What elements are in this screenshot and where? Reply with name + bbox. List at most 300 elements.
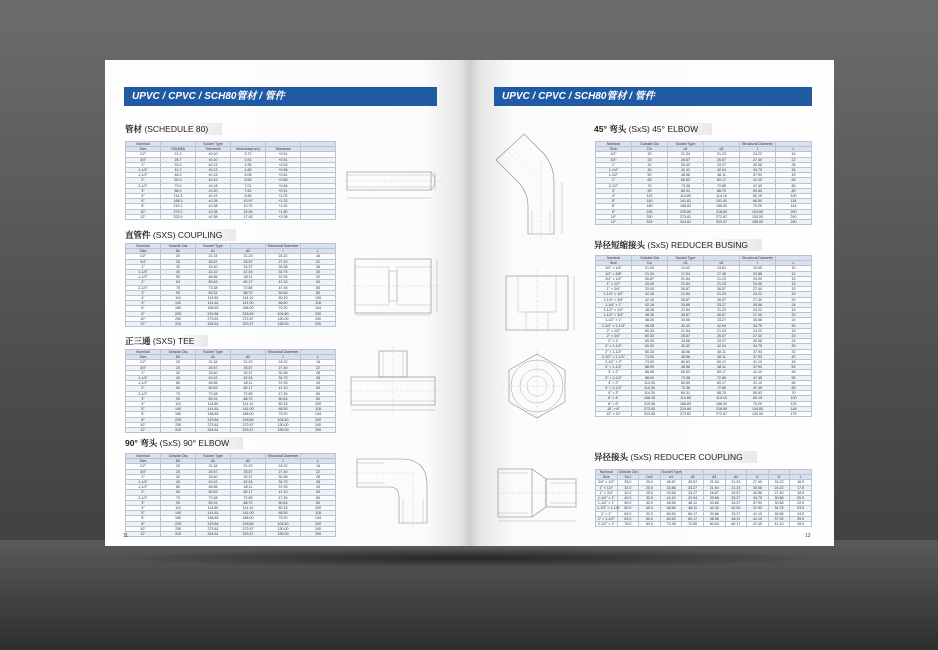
- table-cell: 1" × 1/2": [596, 282, 632, 287]
- page-banner: UPVC / CPVC / SCH80管材 / 管件: [124, 87, 437, 106]
- table-cell: 33.66: [660, 485, 682, 490]
- table-cell: 50.0: [639, 516, 661, 521]
- table-cell: 55: [776, 375, 812, 380]
- table-cell: 50.63: [266, 396, 301, 401]
- table-cell: 33.27: [725, 501, 747, 506]
- table-cell: +0.58: [266, 168, 301, 173]
- table-cell: 16: [301, 464, 336, 469]
- spec-table-pipe: [125, 141, 336, 220]
- table-cell: 100: [301, 506, 336, 511]
- table-cell: 3": [126, 500, 161, 505]
- table-header-cell: Nominal: [126, 244, 161, 249]
- table-cell: 50.63: [740, 188, 776, 193]
- table-cell: 114.10: [231, 402, 266, 407]
- table-cell: 72.85: [231, 285, 266, 290]
- table-cell: 219.84: [196, 521, 231, 526]
- table-cell: 42.04: [231, 480, 266, 485]
- table-cell: 34.75: [740, 168, 776, 173]
- table-cell: 12": [126, 214, 161, 219]
- section-title-cn: 90° 弯头: [125, 438, 158, 448]
- table-cell: 15: [776, 282, 812, 287]
- table-cell: 34.75: [266, 480, 301, 485]
- table-cell: ±0.13: [196, 162, 231, 167]
- table-cell: 273.81: [196, 526, 231, 531]
- table-cell: 19.05: [740, 266, 776, 271]
- table-header-cell: d2: [682, 475, 704, 480]
- table-cell: 50.0: [617, 506, 639, 511]
- table-cell: 6": [126, 412, 161, 417]
- coupling-drawing: [343, 255, 443, 317]
- table-cell: 6": [126, 306, 161, 311]
- table-cell: 47.45: [740, 375, 776, 380]
- table-cell: 26.87: [668, 297, 704, 302]
- table-cell: 75.0: [617, 522, 639, 527]
- table-cell: 175: [776, 412, 812, 417]
- table-cell: 75: [161, 391, 196, 396]
- table-cell: 79.20: [740, 401, 776, 406]
- table-cell: 65: [301, 495, 336, 500]
- table-cell: 2-1/2" × 2": [596, 360, 632, 365]
- table-cell: 90: [161, 500, 196, 505]
- table-cell: 168.3: [161, 199, 196, 204]
- table-cell: 219.84: [668, 406, 704, 411]
- table-cell: 33.27: [704, 302, 740, 307]
- table-header-cell: Socket Type: [668, 256, 704, 261]
- table-cell: 40.0: [639, 506, 661, 511]
- table-cell: 250: [161, 422, 196, 427]
- table-cell: 89.31: [196, 500, 231, 505]
- table-cell: 37.93: [747, 506, 769, 511]
- table-cell: 41.10: [740, 360, 776, 365]
- table-cell: 21.3: [161, 152, 196, 157]
- table-cell: 219.84: [668, 209, 704, 214]
- table-cell: 60.17: [725, 522, 747, 527]
- table-cell: 24: [776, 339, 812, 344]
- section-title-cn: 管材: [125, 124, 143, 134]
- table-cell: 60.63: [668, 178, 704, 183]
- table-cell: 48.11: [682, 506, 704, 511]
- table-cell: 24.22: [768, 480, 790, 485]
- table-cell: 30.58: [768, 511, 790, 516]
- table-cell: 141.81: [196, 511, 231, 516]
- table-cell: 41.10: [266, 280, 301, 285]
- table-cell: 27.40: [266, 259, 301, 264]
- table-cell: 33.40: [196, 474, 231, 479]
- table-cell: 1/2": [596, 152, 632, 157]
- table-cell: 6": [596, 204, 632, 209]
- table-cell: 60.63: [660, 511, 682, 516]
- table-cell: +1.80: [266, 209, 301, 214]
- section-title-tee: [125, 335, 208, 347]
- table-header-cell: Outside Dia: [161, 350, 196, 355]
- table-cell: 28: [301, 474, 336, 479]
- table-cell: 200: [301, 311, 336, 316]
- table-cell: 33.27: [231, 474, 266, 479]
- spec-table-coupling: [125, 243, 336, 327]
- table-cell: 50.63: [266, 290, 301, 295]
- table-cell: 2" × 1-1/4": [596, 344, 632, 349]
- table-cell: 34.75: [266, 270, 301, 275]
- table-cell: +0.84: [266, 183, 301, 188]
- table-cell: 27.40: [266, 469, 301, 474]
- table-cell: 110: [161, 296, 196, 301]
- table-cell: 22.86: [740, 271, 776, 276]
- table-cell: 30.58: [768, 501, 790, 506]
- table-cell: 17.45: [704, 271, 740, 276]
- table-cell: 73.03: [632, 360, 668, 365]
- table-cell: 1-1/2" × 1/2": [596, 308, 632, 313]
- section-title-en: (SxS) REDUCER COUPLING: [630, 452, 743, 462]
- table-cell: 160: [161, 516, 196, 521]
- table-header-cell: l: [740, 147, 776, 152]
- table-cell: 273.81: [668, 412, 704, 417]
- table-cell: 114.80: [196, 506, 231, 511]
- table-cell: 60.17: [704, 370, 740, 375]
- table-cell: 32.0: [639, 511, 661, 516]
- table-cell: ±0.20: [196, 188, 231, 193]
- table-cell: 17.04: [668, 271, 704, 276]
- table-cell: 32: [161, 474, 196, 479]
- table-cell: 42.04: [231, 376, 266, 381]
- table-cell: 200: [776, 209, 812, 214]
- table-cell: 34.75: [768, 506, 790, 511]
- table-cell: 114.80: [196, 296, 231, 301]
- table-cell: 155.00: [266, 532, 301, 537]
- table-cell: 89.31: [668, 391, 704, 396]
- table-cell: 218.69: [704, 209, 740, 214]
- table-cell: 20.5: [790, 496, 812, 501]
- table-cell: 324.61: [668, 220, 704, 225]
- table-cell: 50.63: [740, 391, 776, 396]
- table-cell: 27.40: [740, 287, 776, 292]
- table-header-cell: d1: [668, 147, 704, 152]
- table-cell: 60.33: [632, 328, 668, 333]
- table-cell: 48.56: [668, 173, 704, 178]
- table-cell: 43: [301, 485, 336, 490]
- table-header-cell: Socket Type: [668, 142, 704, 147]
- table-cell: 28: [301, 264, 336, 269]
- table-cell: 225: [161, 311, 196, 316]
- table-cell: 140: [161, 301, 196, 306]
- table-cell: 26.87: [703, 490, 725, 495]
- table-cell: [301, 214, 336, 219]
- table-cell: 21.34: [632, 266, 668, 271]
- table-cell: 48.26: [632, 308, 668, 313]
- table-cell: 42.42: [196, 376, 231, 381]
- table-cell: 33.66: [668, 302, 704, 307]
- table-cell: 8": [126, 521, 161, 526]
- section-title-cn: 45° 弯头: [594, 124, 627, 134]
- table-cell: 2" × 1-1/2": [596, 516, 618, 521]
- table-cell: ±0.38: [196, 204, 231, 209]
- table-cell: 48.11: [704, 365, 740, 370]
- table-cell: 48.11: [704, 354, 740, 359]
- table-cell: 26.57: [725, 490, 747, 495]
- table-cell: 3": [126, 396, 161, 401]
- table-cell: 219.1: [161, 204, 196, 209]
- table-cell: 33.40: [196, 264, 231, 269]
- table-cell: 110: [161, 506, 196, 511]
- table-cell: 28: [301, 370, 336, 375]
- table-cell: 42.2: [161, 168, 196, 173]
- section-title-90-elbow: [125, 437, 243, 449]
- table-cell: 22: [776, 157, 812, 162]
- table-cell: 2" × 1/2": [596, 328, 632, 333]
- page-banner: UPVC / CPVC / SCH80管材 / 管件: [494, 87, 812, 106]
- table-cell: 30.58: [740, 162, 776, 167]
- table-cell: 10": [126, 422, 161, 427]
- table-cell: 65: [776, 380, 812, 385]
- table-cell: 48.56: [668, 365, 704, 370]
- table-cell: 54: [301, 490, 336, 495]
- table-cell: ±0.18: [196, 183, 231, 188]
- table-cell: 23.0: [790, 506, 812, 511]
- table-cell: 2-1/2": [126, 495, 161, 500]
- table-cell: 42.04: [704, 344, 740, 349]
- table-cell: 21.54: [668, 276, 704, 281]
- table-cell: 90: [632, 188, 668, 193]
- reducer-busing-drawing: [490, 270, 586, 440]
- table-cell: 27.40: [740, 157, 776, 162]
- table-cell: 1-1/2": [596, 173, 632, 178]
- table-header-cell: d3: [703, 475, 725, 480]
- table-cell: 72.85: [704, 386, 740, 391]
- table-cell: 60.15: [266, 402, 301, 407]
- table-cell: 88.70: [231, 500, 266, 505]
- table-cell: 20: [776, 297, 812, 302]
- table-header-cell: l: [266, 249, 301, 254]
- table-cell: 26.57: [231, 469, 266, 474]
- table-header-cell: Size: [126, 147, 161, 152]
- table-cell: 33.27: [704, 339, 740, 344]
- table-cell: 54: [301, 386, 336, 391]
- table-cell: 24.22: [266, 254, 301, 259]
- table-cell: 200: [301, 417, 336, 422]
- table-cell: 1": [126, 162, 161, 167]
- table-header-cell: L: [301, 249, 336, 254]
- table-cell: ±0.38: [196, 214, 231, 219]
- table-cell: +0.61: [266, 173, 301, 178]
- table-cell: 33.27: [725, 496, 747, 501]
- table-header-cell: d2: [704, 261, 740, 266]
- table-cell: 42.04: [725, 506, 747, 511]
- table-cell: 130.00: [740, 214, 776, 219]
- table-header-cell: Structural Diameter: [740, 256, 776, 261]
- section-title-pipe: [125, 123, 222, 135]
- table-cell: 1/2": [126, 464, 161, 469]
- table-cell: 33.66: [703, 496, 725, 501]
- table-cell: 37.93: [266, 381, 301, 386]
- table-cell: 272.67: [704, 214, 740, 219]
- table-cell: 225: [161, 521, 196, 526]
- table-cell: 114.10: [704, 194, 740, 199]
- table-cell: 37.93: [266, 485, 301, 490]
- table-cell: 25.0: [639, 490, 661, 495]
- table-cell: 22: [301, 469, 336, 474]
- table-cell: 24.22: [740, 328, 776, 333]
- table-cell: 40: [161, 480, 196, 485]
- table-cell: 21.23: [231, 254, 266, 259]
- table-cell: 41.10: [740, 370, 776, 375]
- table-cell: 4": [126, 194, 161, 199]
- elbow-45-drawing: [484, 130, 582, 240]
- table-cell: 33.40: [632, 287, 668, 292]
- table-cell: ±0.10: [196, 157, 231, 162]
- table-cell: 8.56: [231, 194, 266, 199]
- table-cell: 26.67: [196, 469, 231, 474]
- table-cell: 26.57: [704, 334, 740, 339]
- table-cell: 27.40: [740, 334, 776, 339]
- table-cell: 8": [126, 417, 161, 422]
- table-cell: 88.90: [632, 375, 668, 380]
- table-cell: 240: [301, 316, 336, 321]
- table-cell: 168.00: [231, 412, 266, 417]
- table-header-cell: d1: [196, 249, 231, 254]
- table-cell: 114.30: [632, 380, 668, 385]
- table-cell: 33.66: [703, 501, 725, 506]
- table-cell: 48.26: [632, 318, 668, 323]
- table-cell: 60.17: [231, 490, 266, 495]
- table-cell: 33.27: [682, 485, 704, 490]
- table-cell: 225: [632, 209, 668, 214]
- table-cell: 48.56: [196, 381, 231, 386]
- table-cell: +1.32: [266, 199, 301, 204]
- table-cell: 37.93: [747, 501, 769, 506]
- table-cell: 21.34: [668, 152, 704, 157]
- section-title-cn: 异径短缩接头: [594, 240, 646, 250]
- table-cell: 60.3: [161, 178, 196, 183]
- table-cell: 33.40: [632, 282, 668, 287]
- table-cell: 41.10: [768, 522, 790, 527]
- table-cell: 1-1/2" × 1-1/4": [596, 323, 632, 328]
- table-cell: 42.42: [703, 506, 725, 511]
- table-cell: 33.4: [161, 162, 196, 167]
- table-cell: 20.0: [639, 485, 661, 490]
- table-header-cell: d1: [196, 355, 231, 360]
- table-cell: 50: [161, 485, 196, 490]
- table-cell: 13.61: [704, 266, 740, 271]
- reducer-coupling-drawing: [490, 463, 586, 525]
- table-cell: 66.50: [266, 301, 301, 306]
- table-cell: 66.50: [266, 511, 301, 516]
- table-cell: 3/4": [596, 157, 632, 162]
- table-cell: 141.00: [704, 199, 740, 204]
- table-cell: 73.38: [196, 391, 231, 396]
- table-cell: 55: [776, 370, 812, 375]
- table-cell: 41.10: [747, 516, 769, 521]
- table-cell: 10": [126, 316, 161, 321]
- table-cell: 1/2": [126, 360, 161, 365]
- table-cell: 250: [161, 316, 196, 321]
- table-cell: 17.45: [231, 214, 266, 219]
- table-cell: 33.66: [703, 511, 725, 516]
- table-cell: 2": [126, 490, 161, 495]
- table-cell: 130.00: [740, 412, 776, 417]
- table-cell: 6" × 4": [596, 396, 632, 401]
- table-cell: 33.27: [231, 264, 266, 269]
- table-row: [596, 412, 812, 417]
- table-cell: 4" × 3": [596, 391, 632, 396]
- table-cell: 88.70: [231, 290, 266, 295]
- table-cell: 22: [301, 259, 336, 264]
- table-header-cell: l: [740, 261, 776, 266]
- table-cell: 41.10: [740, 178, 776, 183]
- table-cell: 155.00: [266, 428, 301, 433]
- table-cell: 26.87: [660, 480, 682, 485]
- table-header-cell: Outside Dia: [618, 470, 638, 474]
- table-cell: 40: [632, 168, 668, 173]
- section-title-en: (SXS) TEE: [152, 336, 195, 346]
- table-cell: 25.5: [790, 516, 812, 521]
- table-cell: 63.0: [617, 516, 639, 521]
- table-cell: 54: [776, 178, 812, 183]
- table-cell: 22.5: [790, 501, 812, 506]
- table-header-cell: d2: [231, 355, 266, 360]
- table-cell: 24.5: [790, 511, 812, 516]
- table-cell: 324.61: [196, 532, 231, 537]
- section-title-coupling: [125, 229, 236, 241]
- table-cell: 89.31: [196, 290, 231, 295]
- table-cell: 21.34: [196, 464, 231, 469]
- table-cell: 24: [776, 318, 812, 323]
- table-cell: 35: [301, 376, 336, 381]
- table-cell: 272.67: [704, 412, 740, 417]
- table-header-cell: Size: [126, 249, 161, 254]
- table-header-cell: L: [301, 355, 336, 360]
- table-cell: 60.17: [704, 178, 740, 183]
- table-cell: 48.26: [632, 323, 668, 328]
- table-cell: 118: [301, 407, 336, 412]
- table-cell: 47.45: [747, 522, 769, 527]
- table-cell: +2.08: [266, 214, 301, 219]
- table-cell: 48.11: [704, 349, 740, 354]
- table-cell: 160: [161, 412, 196, 417]
- table-cell: 26.57: [231, 259, 266, 264]
- table-cell: 65: [301, 285, 336, 290]
- table-cell: 88.70: [231, 396, 266, 401]
- table-cell: 10": [126, 209, 161, 214]
- table-cell: 114.10: [231, 296, 266, 301]
- table-cell: 50: [632, 173, 668, 178]
- table-cell: 110: [632, 194, 668, 199]
- table-header-cell: Structural Diameter: [266, 454, 301, 459]
- page-number: 11: [123, 533, 129, 539]
- table-cell: 100: [301, 296, 336, 301]
- table-cell: 12": [126, 428, 161, 433]
- table-cell: 73.38: [668, 375, 704, 380]
- table-cell: 73.0: [161, 183, 196, 188]
- table-header-cell: Outside Dia: [632, 256, 668, 261]
- table-cell: 60.33: [632, 339, 668, 344]
- table-cell: 10.97: [231, 199, 266, 204]
- table-header-cell: Structural Diameter: [740, 142, 776, 147]
- table-cell: 315: [161, 532, 196, 537]
- table-cell: 8": [596, 209, 632, 214]
- table-cell: 1-1/4" × 1": [596, 496, 618, 501]
- table-cell: 2": [126, 280, 161, 285]
- table-cell: 40.0: [617, 496, 639, 501]
- table-header-cell: l: [266, 355, 301, 360]
- table-header-cell: Size: [596, 147, 632, 152]
- table-cell: 42.04: [231, 270, 266, 275]
- table-cell: 240: [301, 422, 336, 427]
- table-header-cell: Socket Type: [196, 350, 231, 355]
- table-cell: 2" × 1": [596, 511, 618, 516]
- table-cell: 250: [632, 214, 668, 219]
- table-cell: 16.5: [790, 480, 812, 485]
- table-cell: 66.50: [740, 199, 776, 204]
- table-cell: 315: [161, 322, 196, 327]
